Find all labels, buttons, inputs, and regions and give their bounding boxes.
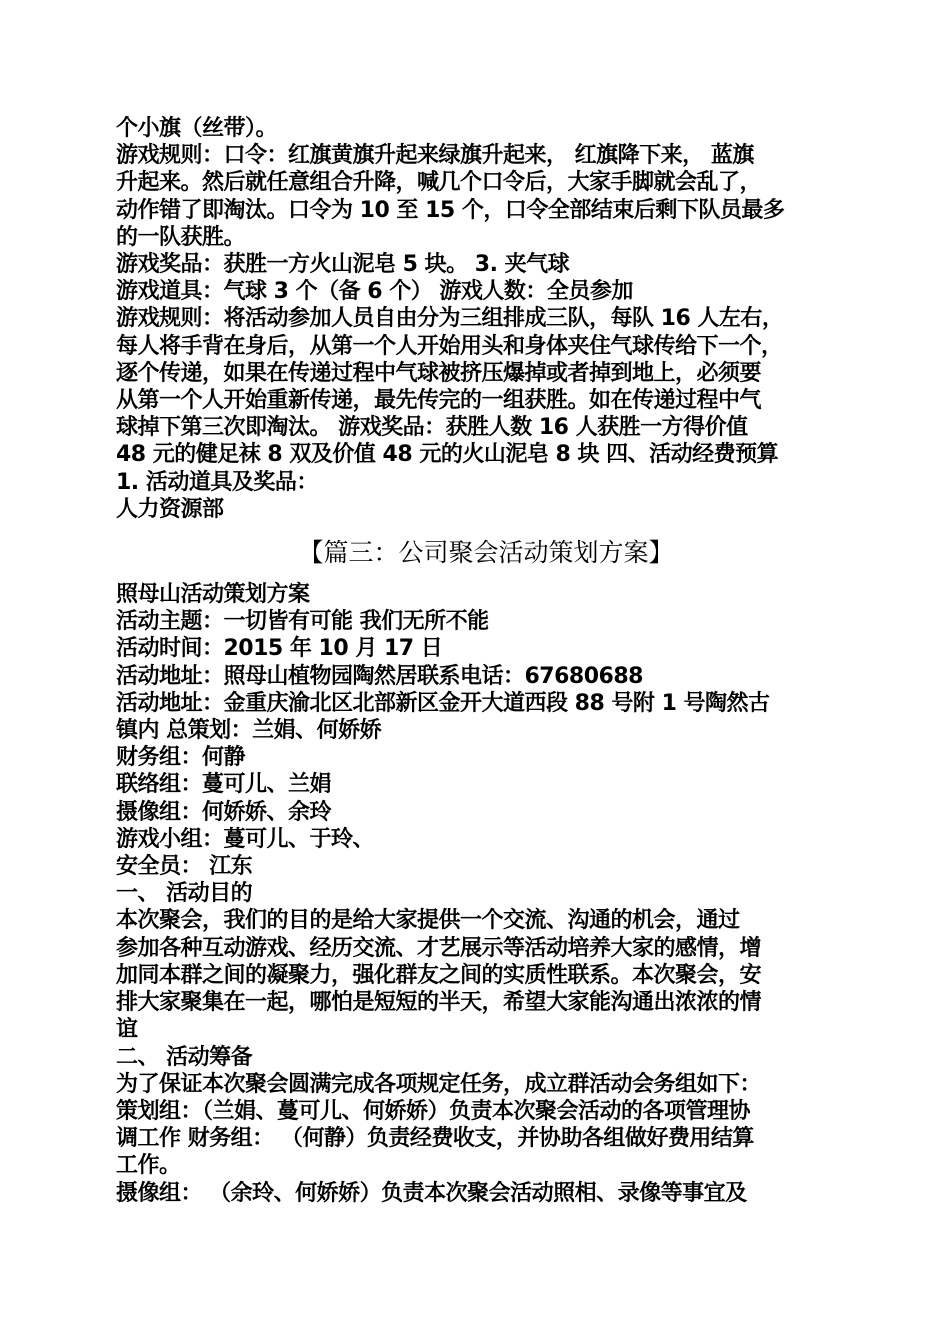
text-line: 个小旗（丝带）。: [116, 116, 278, 141]
text-line: 联络组：蔓可儿、兰娟: [116, 772, 332, 798]
text-line: 调工作 财务组： （何静）负责经费收支，并协助各组做好费用结算: [116, 1126, 754, 1152]
text-line: 参加各种互动游戏、经历交流、才艺展示等活动培养大家的感情，增: [116, 935, 762, 961]
text-line: 安全员： 江东: [116, 854, 253, 880]
text-line: 摄像组：何娇娇、余玲: [116, 799, 332, 825]
text-line: 人力资源部: [116, 496, 224, 522]
text-line: 活动时间：2015 年 10 月 17 日: [116, 636, 443, 662]
text-block-plan: [116, 581, 846, 1207]
text-line: 48 元的健足袜 8 双及价值 48 元的火山泥皂 8 块 四、活动经费预算: [116, 442, 779, 468]
text-line: 球掉下第三次即淘汰。 游戏奖品：获胜人数 16 人获胜一方得价值: [116, 415, 748, 441]
text-line: 活动地址：照母山植物园陶然居联系电话：67680688: [116, 663, 643, 689]
text-line: 游戏规则：将活动参加人员自由分为三组排成三队，每队 16 人左右，: [116, 306, 784, 332]
text-line: 镇内 总策划：兰娟、何娇娇: [116, 718, 382, 744]
text-line: 排大家聚集在一起，哪怕是短短的半天，希望大家能沟通出浓浓的情: [116, 990, 762, 1016]
text-line: 一、 活动目的: [116, 881, 253, 907]
text-line: 为了保证本次聚会圆满完成各项规定任务，成立群活动会务组如下：: [116, 1071, 762, 1097]
text-line: 游戏小组：蔓可儿、于玲、: [116, 826, 375, 852]
text-line: 活动地址：金重庆渝北区北部新区金开大道西段 88 号附 1 号陶然古: [116, 690, 770, 716]
text-line: 升起来。然后就任意组合升降，喊几个口令后，大家手脚就会乱了，: [116, 170, 762, 196]
text-line: 加同本群之间的凝聚力，强化群友之间的实质性联系。本次聚会，安: [116, 962, 762, 988]
text-line: 从第一个人开始重新传递，最先传完的一组获胜。如在传递过程中气: [116, 388, 762, 414]
text-line: 工作。: [116, 1153, 181, 1179]
text-line: 的一队获胜。: [116, 224, 246, 250]
text-line: 照母山活动策划方案: [116, 582, 310, 608]
text-line: 逐个传递，如果在传递过程中气球被挤压爆掉或者掉到地上，必须要: [116, 360, 762, 386]
text-line: 1. 活动道具及奖品：: [116, 469, 318, 495]
section-heading: 【篇三：公司聚会活动策划方案】: [298, 538, 674, 568]
text-line: 本次聚会，我们的目的是给大家提供一个交流、沟通的机会，通过: [116, 908, 740, 934]
text-line: 每人将手背在身后，从第一个人开始用头和身体夹住气球传给下一个，: [116, 333, 783, 359]
text-line: 动作错了即淘汰。口令为 10 至 15 个，口令全部结束后剩下队员最多: [116, 197, 785, 223]
text-line: 活动主题：一切皆有可能 我们无所不能: [116, 609, 489, 635]
text-line: 游戏道具：气球 3 个（备 6 个） 游戏人数：全员参加: [116, 279, 633, 305]
text-line: 二、 活动筹备: [116, 1044, 253, 1070]
text-line: 策划组：（兰娟、蔓可儿、何娇娇）负责本次聚会活动的各项管理协: [116, 1098, 751, 1124]
text-block-games: [116, 115, 846, 523]
document-page: [116, 115, 846, 1207]
text-line: 财务组：何静: [116, 745, 246, 771]
text-line: 谊: [116, 1017, 138, 1043]
text-line: 游戏奖品：获胜一方火山泥皂 5 块。 3. 夹气球: [116, 252, 570, 278]
text-line: 游戏规则：口令：红旗黄旗升起来绿旗升起来， 红旗降下来， 蓝旗: [116, 143, 754, 169]
text-line: 摄像组： （余玲、何娇娇）负责本次聚会活动照相、录像等事宜及: [116, 1180, 747, 1206]
